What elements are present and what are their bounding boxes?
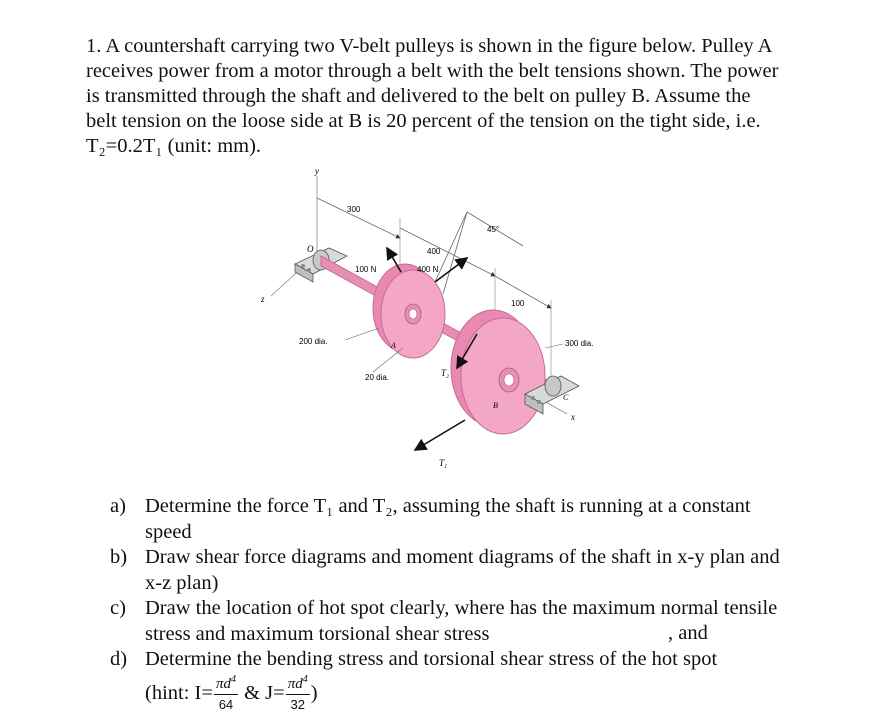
hint-middle: & J= (238, 681, 285, 704)
pulley-a (373, 264, 445, 358)
angle-ref-line (443, 212, 467, 294)
problem-text: A countershaft carrying two V-belt pulleys is shown in the figure below. Pulley A receives power from a motor through a belt with the belt tensions shown. The power is transmitted through the shaft and delivered to the belt on pulley B. Assume the belt tension on the loose side at B is 20 percent of the tension on the tight side, i.e. T₂=0.2T₁ (unit: mm). (86, 35, 779, 157)
frac1-denominator: 64 (218, 697, 234, 712)
dim-300-label: 300 (347, 205, 361, 214)
pulley-b (451, 310, 545, 434)
frac2-denominator: 32 (290, 697, 305, 712)
frac1-numerator: πd (215, 676, 231, 692)
bearing-c-label: C (563, 393, 569, 402)
angle-45-label: 45° (487, 225, 500, 234)
pulley-a-label: A (391, 341, 396, 350)
force-100n-label: 100 N (355, 265, 377, 274)
frac1-exponent: 4 (230, 674, 236, 685)
force-400n-label: 400 N (417, 265, 439, 274)
dim-100-label: 100 (511, 299, 525, 308)
axis-y-label: y (315, 168, 319, 176)
question-label: b) (110, 546, 128, 568)
dim-400-label: 400 (427, 247, 441, 256)
question-list (110, 494, 790, 673)
dia-200-label: 200 dia. (299, 337, 328, 346)
question-d (110, 647, 790, 673)
problem-statement (86, 34, 786, 159)
stray-and-text: , and (668, 622, 708, 644)
countershaft-figure (255, 168, 635, 488)
question-b (110, 545, 790, 596)
dim-300-line (317, 198, 400, 238)
pulley-b-label: B (493, 401, 498, 410)
hint-formula (145, 672, 318, 714)
countershaft-diagram (255, 168, 635, 488)
inertia-fraction (214, 675, 238, 711)
tension-t1-arrow (415, 420, 465, 450)
axis-x-label: x (571, 412, 575, 422)
question-text: Determine the force T₁ and T₂, assuming the shaft is running at a constant speed (145, 495, 751, 543)
dia-300-label: 300 dia. (565, 339, 594, 348)
question-a (110, 494, 790, 545)
problem-number: 1. (86, 35, 102, 57)
axis-z-label: z (261, 294, 265, 304)
question-text: Determine the bending stress and torsional shear stress of the hot spot (145, 648, 718, 670)
hint-suffix: ) (310, 681, 318, 704)
frac2-exponent: 4 (302, 674, 308, 685)
frac2-numerator: πd (287, 676, 303, 692)
origin-label: O (307, 244, 314, 254)
force-400n-arrow (435, 258, 467, 282)
question-label: c) (110, 597, 126, 619)
tension-t2-label: T₂ (441, 368, 450, 378)
tension-t1-label: T₁ (439, 458, 448, 468)
question-text: Draw shear force diagrams and moment diagrams of the shaft in x-y plan and x-z plan) (145, 546, 780, 594)
question-label: a) (110, 495, 126, 517)
question-text: Draw the location of hot spot clearly, where has the maximum normal tensile stress and maximum torsional shear stress (145, 597, 778, 645)
dia-20-label: 20 dia. (365, 373, 390, 382)
hint-prefix: (hint: I= (145, 681, 213, 704)
polar-moment-fraction (286, 675, 310, 711)
question-label: d) (110, 648, 128, 670)
